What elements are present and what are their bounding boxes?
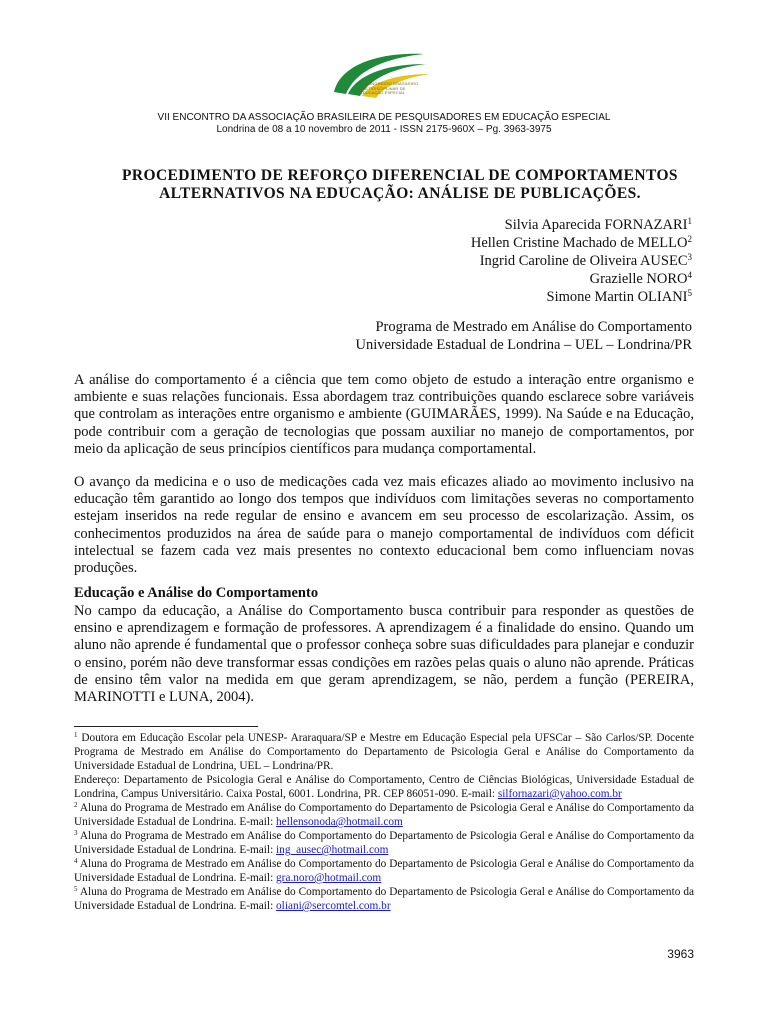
footnote-separator — [74, 726, 258, 727]
footnote-mark: 5 — [687, 288, 692, 298]
congress-logo-icon — [326, 48, 451, 104]
author-name: Ingrid Caroline de Oliveira AUSEC — [479, 253, 688, 269]
footnote-text: Aluna do Programa de Mestrado em Análise do Comportamento do Departamento de Psicologia Geral e Análise do Comportamento da Universidade Estadual de Londrina. E-mail: — [74, 802, 694, 828]
footnote-text: Aluna do Programa de Mestrado em Análise do Comportamento do Departamento de Psicologia Geral e Análise do Comportamento da Universidade Estadual de Londrina. E-mail: — [74, 886, 694, 912]
footnote-mark: 1 — [687, 216, 692, 226]
logo-caption — [360, 82, 430, 96]
footnote-mark: 4 — [687, 270, 692, 280]
paper-title-line: PROCEDIMENTO DE REFORÇO DIFERENCIAL DE COMPORTAMENTOS — [122, 167, 678, 184]
author-name: Simone Martin OLIANI — [546, 289, 688, 305]
author-entry — [471, 252, 692, 270]
paper-title-line: ALTERNATIVOS NA EDUCAÇÃO: ANÁLISE DE PUBLICAÇÕES. — [159, 185, 641, 202]
footnote-mark: 5 — [74, 885, 78, 893]
footnote-address-text: Endereço: Departamento de Psicologia Geral e Análise do Comportamento, Centro de Ciências Biológicas, Universidade Estadual de Londrina, Campus Universitário. Caixa Postal, 6001. Londrina, PR. CEP 86051-090. E-mail: — [74, 774, 694, 800]
author-name: Hellen Cristine Machado de MELLO — [470, 235, 688, 251]
author-name: Grazielle NORO — [589, 271, 688, 287]
author-entry — [471, 270, 692, 288]
paragraph: A análise do comportamento é a ciência que tem como objeto de estudo a interação entre organismo e ambiente e suas relações funcionais. Essa abordagem traz contribuições quando esclarece sobre variáveis que controlam as interações entre organismo e ambiente (GUIMARÃES, 1999). Na Saúde e na Educação, pode contribuir com a geração de tecnologias que possam auxiliar no manejo de comportamentos, por meio da aplicação de seus princípios científicos para mudança comportamental. — [74, 372, 694, 457]
conference-name: VII ENCONTRO DA ASSOCIAÇÃO BRASILEIRA DE PESQUISADORES EM EDUCAÇÃO ESPECIAL — [157, 112, 611, 123]
section-heading: Educação e Análise do Comportamento — [74, 585, 319, 601]
footnote-text: Doutora em Educação Escolar pela UNESP- Araraquara/SP e Mestre em Educação Especial pela UFSCar – São Carlos/SP. Docente Programa de Mestrado em Análise do Comportamento do Departamento de Psicologia Geral e Análise do Comportamento da Universidade Estadual de Londrina, UEL – Londrina/PR. — [74, 732, 694, 772]
footnote-text: Aluna do Programa de Mestrado em Análise do Comportamento do Departamento de Psicologia Geral e Análise do Comportamento da Universidade Estadual de Londrina. E-mail: — [74, 858, 694, 884]
affiliation-program: Programa de Mestrado em Análise do Comportamento — [375, 319, 692, 335]
footnote — [74, 857, 694, 885]
logo-caption-line: EDUCAÇÃO ESPECIAL — [360, 90, 406, 95]
email-link[interactable]: ing_ausec@hotmail.com — [276, 844, 389, 856]
email-link[interactable]: gra.noro@hotmail.com — [276, 872, 382, 884]
author-list — [471, 216, 692, 306]
conference-details: Londrina de 08 a 10 novembro de 2011 - ISSN 2175-960X – Pg. 3963-3975 — [216, 124, 552, 135]
author-name: Silvia Aparecida FORNAZARI — [504, 217, 688, 233]
footnote-mark: 2 — [687, 234, 692, 244]
footnote-mark: 1 — [74, 731, 78, 739]
affiliation — [355, 318, 692, 354]
paragraph: O avanço da medicina e o uso de medicações cada vez mais eficazes aliado ao movimento inclusivo na educação têm garantido ao longo dos tempos que indivíduos com limitações severas no comportamento estejam inseridos na rede regular de ensino e avancem em seu processo de escolarização. Assim, os conhecimentos produzidos na área de saúde para o manejo comportamental de indivíduos com déficit intelectual se fazem cada vez mais presentes no contexto educacional bem como influenciam novas produções. — [74, 474, 694, 577]
logo-caption-line: MULTIDISCIPLINAR DE — [360, 85, 406, 91]
author-entry — [471, 216, 692, 234]
footnote-mark: 4 — [74, 857, 78, 865]
page-number: 3963 — [667, 947, 694, 961]
author-entry — [471, 288, 692, 306]
footnote-text: Aluna do Programa de Mestrado em Análise do Comportamento do Departamento de Psicologia Geral e Análise do Comportamento da Universidade Estadual de Londrina. E-mail: — [74, 830, 694, 856]
footnote — [74, 829, 694, 857]
footnote — [74, 885, 694, 913]
footnote — [74, 801, 694, 829]
footnote-address — [74, 773, 694, 801]
author-entry — [471, 234, 692, 252]
footnote — [74, 731, 694, 773]
email-link[interactable]: oliani@sercomtel.com.br — [276, 900, 391, 912]
paragraph: No campo da educação, a Análise do Comportamento busca contribuir para responder as questões de ensino e aprendizagem e formação de professores. A aprendizagem é a finalidade do ensino. Quando um aluno não aprende é fundamental que o professor conheça sobre suas dificuldades para planejar e conduzir o ensino, porém não deve transformar essas condições em razões pelas quais o aluno não aprende. Práticas de ensino têm valor na medida em que geram aprendizagem, se não, perdem a função (PEREIRA, MARINOTTI e LUNA, 2004). — [74, 603, 694, 706]
conference-header — [0, 112, 768, 136]
affiliation-university: Universidade Estadual de Londrina – UEL – Londrina/PR — [355, 337, 692, 353]
paper-title — [60, 167, 740, 203]
footnotes — [74, 731, 694, 913]
footnote-mark: 3 — [687, 252, 692, 262]
footnote-mark: 3 — [74, 829, 78, 837]
footnote-mark: 2 — [74, 801, 78, 809]
email-link[interactable]: silfornazari@yahoo.com.br — [497, 788, 622, 800]
email-link[interactable]: hellensonoda@hotmail.com — [276, 816, 403, 828]
logo-caption-line: VI CONGRESSO BRASILEIRO — [360, 81, 419, 86]
